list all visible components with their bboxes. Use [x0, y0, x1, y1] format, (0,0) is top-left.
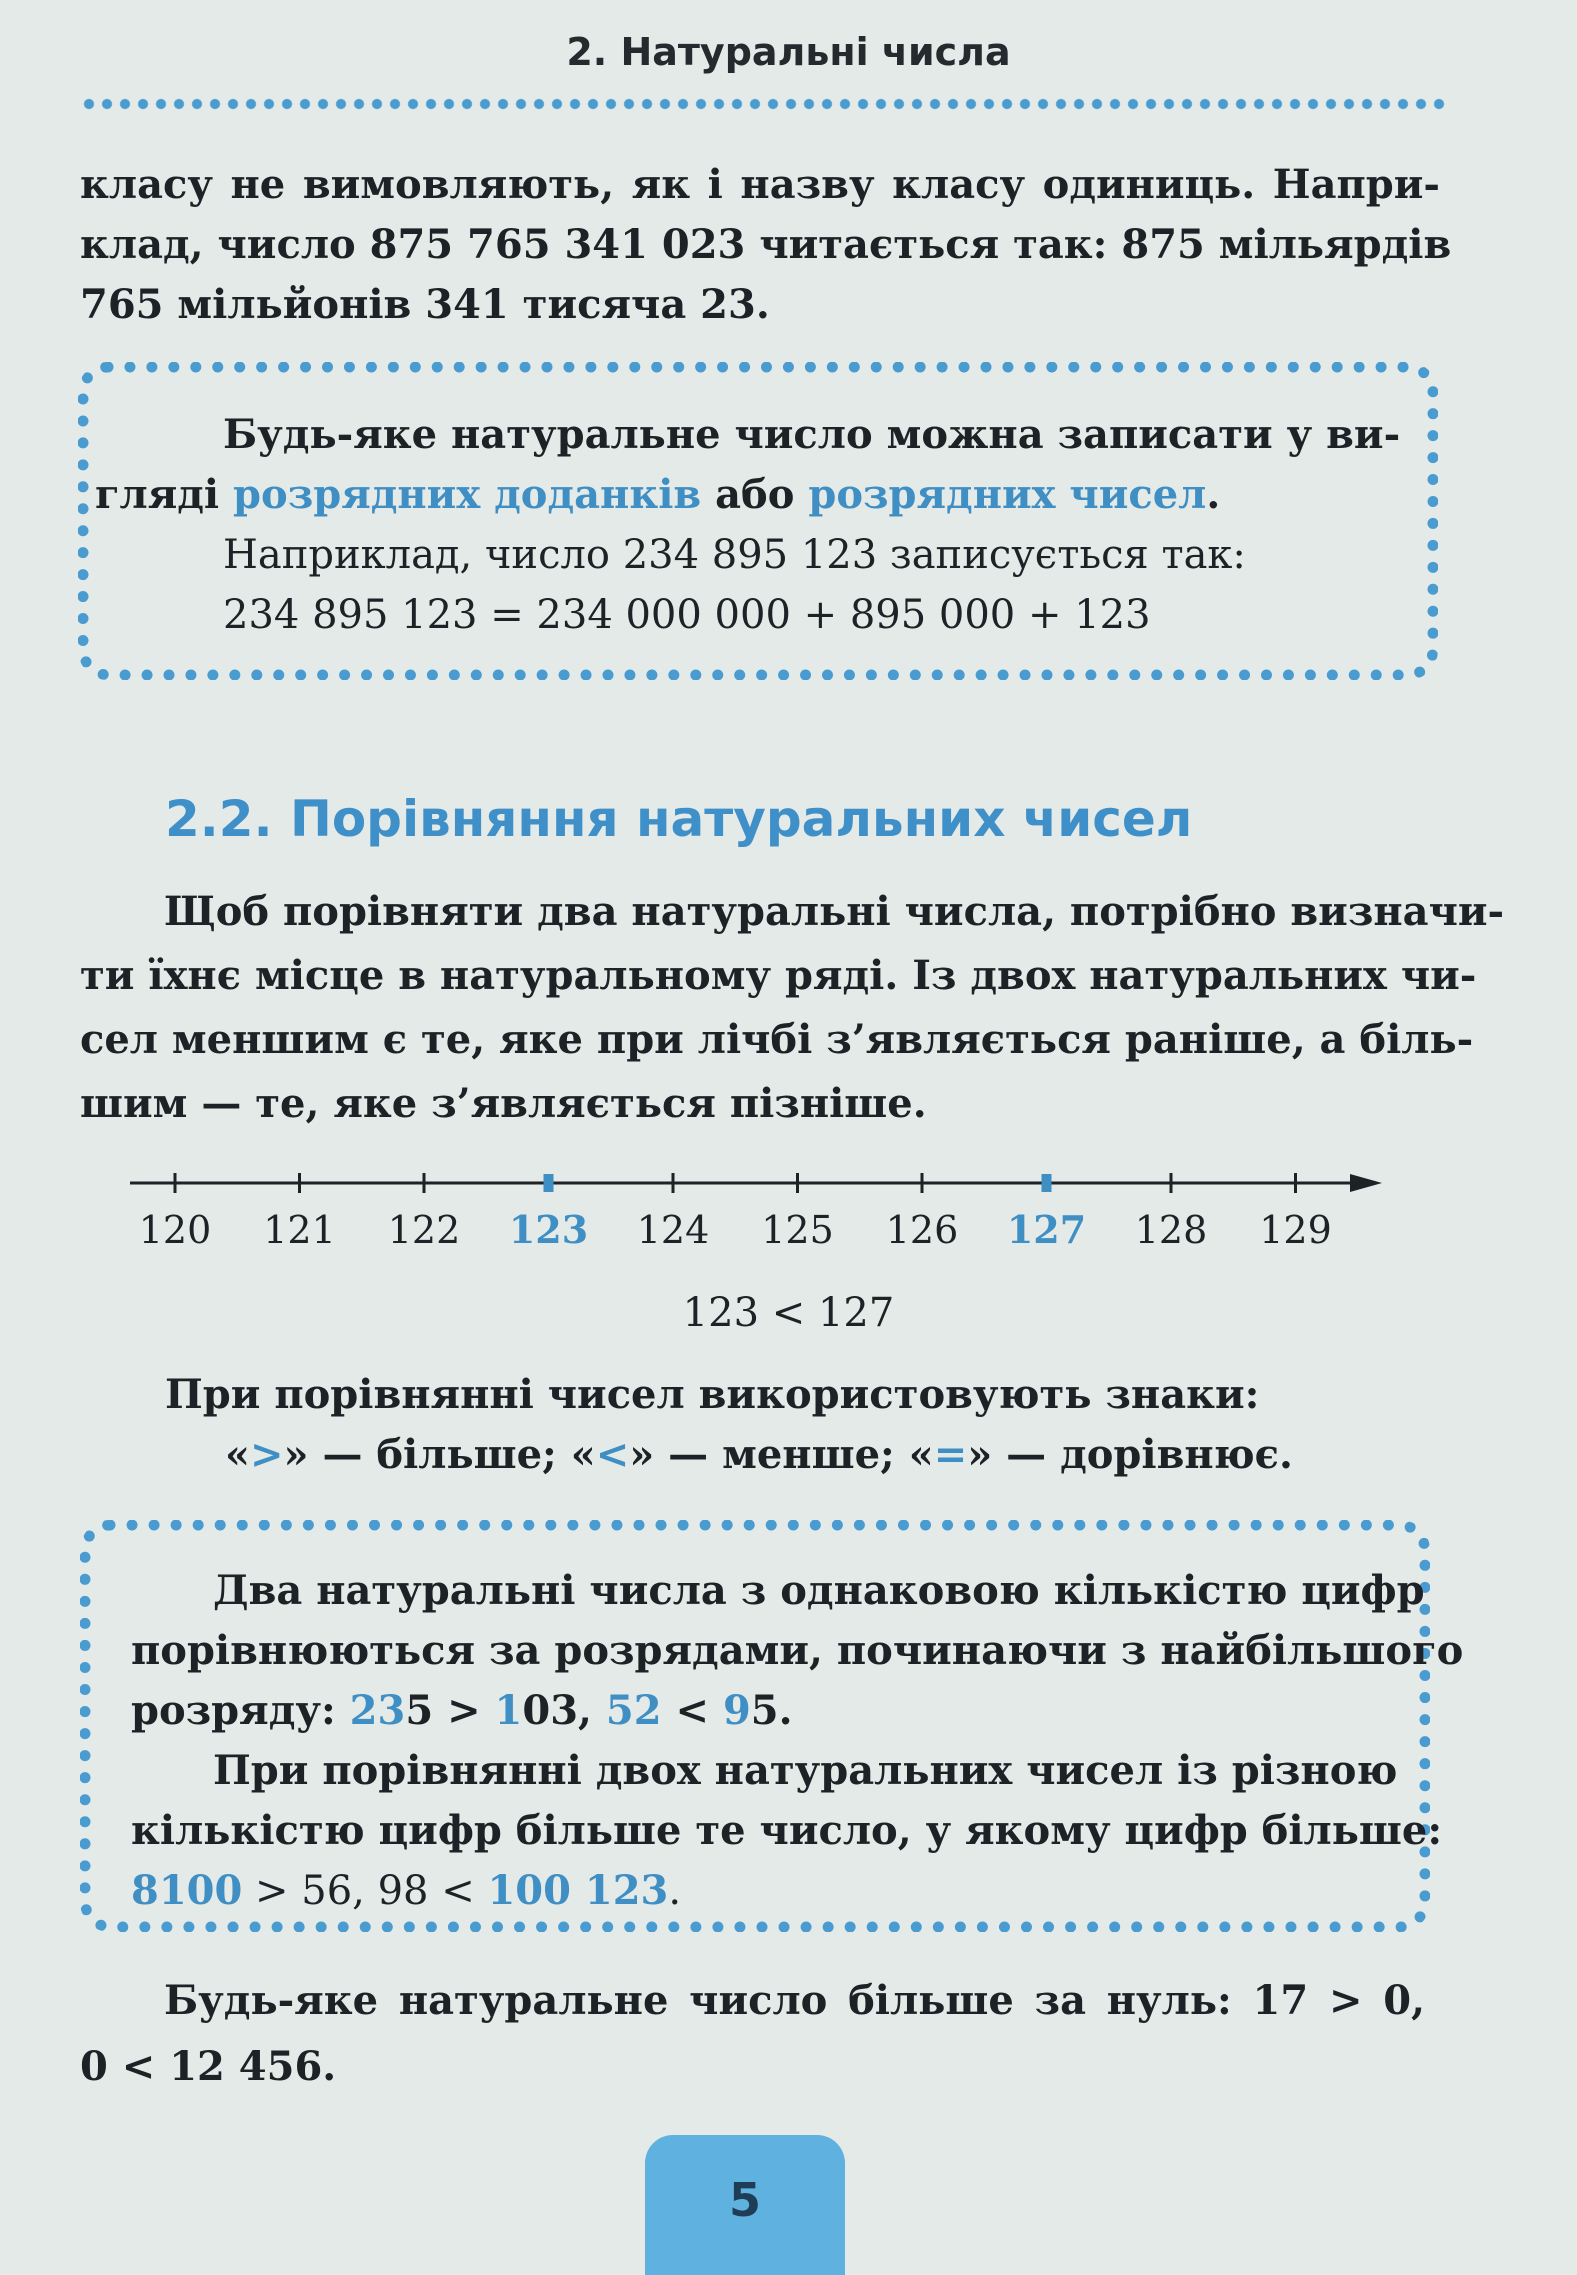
number-line-label-129: 129	[1259, 1208, 1332, 1252]
closing-line: 0 < 12 456.	[80, 2043, 337, 2090]
closing-paragraph	[80, 1968, 1425, 2100]
rule-line: Два натуральні числа з однаковою кількістю цифр	[213, 1567, 1425, 1614]
signs-list: «>» — більше; «<» — менше; «=» — дорівнює.	[225, 1431, 1293, 1478]
term-place-value-numbers: розрядних чисел	[808, 471, 1207, 518]
comparison-line: Щоб порівняти два натуральні числа, потрібно визначи-	[164, 888, 1505, 935]
number-line	[120, 1150, 1400, 1260]
intro-line: клад, число 875 765 341 023 читається так: 875 мільярдів	[80, 221, 1452, 268]
rule-box-comparison	[80, 1520, 1464, 1932]
rule-line: гляді розрядних доданків або розрядних чисел.	[95, 471, 1221, 518]
comparison-line: шим — те, яке з’являється пізніше.	[80, 1080, 927, 1127]
equals-sign: =	[933, 1431, 968, 1478]
page-number-tab: 5	[645, 2135, 845, 2275]
number-line-label-125: 125	[761, 1208, 834, 1252]
number-line-label-126: 126	[885, 1208, 959, 1252]
intro-line: 765 мільйонів 341 тисяча 23.	[80, 281, 770, 328]
intro-line: класу не вимовляють, як і назву класу одиниць. Напри-	[80, 161, 1440, 208]
less-than-sign: <	[595, 1431, 630, 1478]
header-dotted-divider	[80, 98, 1450, 110]
number-line-label-123: 123	[508, 1207, 589, 1252]
comparison-line: сел меншим є те, яке при лічбі з’являється раніше, а біль-	[80, 1016, 1474, 1063]
rule-line: Будь-яке натуральне число можна записати у ви-	[223, 411, 1401, 458]
example-line: Наприклад, число 234 895 123 записується так:	[223, 532, 1246, 578]
example-equation: 234 895 123 = 234 000 000 + 895 000 + 123	[223, 592, 1151, 638]
greater-than-sign: >	[250, 1431, 284, 1478]
number-line-tick-123	[544, 1174, 554, 1192]
comparison-paragraph	[80, 880, 1505, 1136]
number-line-label-121: 121	[263, 1208, 336, 1252]
rule-line: порівнюються за розрядами, починаючи з найбільшого	[131, 1627, 1464, 1674]
number-line-arrow	[1350, 1174, 1382, 1192]
signs-paragraph	[165, 1365, 1455, 1485]
rule-example-line: розряду: 235 > 103, 52 < 95.	[131, 1687, 793, 1734]
term-place-value-addends: розрядних доданків	[233, 471, 702, 518]
rule-box-place-value	[78, 362, 1438, 680]
number-line-tick-127	[1042, 1174, 1052, 1192]
section-heading: 2.2. Порівняння натуральних чисел	[165, 790, 1193, 848]
closing-line: Будь-яке натуральне число більше за нуль: 17 > 0,	[164, 1977, 1425, 2024]
rule-example-line: 8100 > 56, 98 < 100 123.	[131, 1867, 682, 1914]
rule-line: При порівнянні двох натуральних чисел із різною	[213, 1747, 1398, 1794]
comparison-line: ти їхнє місце в натуральному ряді. Із двох натуральних чи-	[80, 952, 1477, 999]
number-line-label-122: 122	[387, 1208, 461, 1252]
number-line-label-128: 128	[1134, 1208, 1208, 1252]
number-line-label-127: 127	[1006, 1207, 1087, 1252]
number-line-label-120: 120	[138, 1208, 212, 1252]
number-line-label-124: 124	[636, 1208, 710, 1252]
page-header-title: 2. Натуральні числа	[566, 30, 1011, 74]
signs-intro: При порівнянні чисел використовують знаки:	[165, 1371, 1260, 1418]
rule-line: кількістю цифр більше те число, у якому цифр більше:	[131, 1807, 1443, 1854]
inequality-example: 123 < 127	[682, 1290, 895, 1336]
intro-paragraph	[80, 155, 1452, 335]
